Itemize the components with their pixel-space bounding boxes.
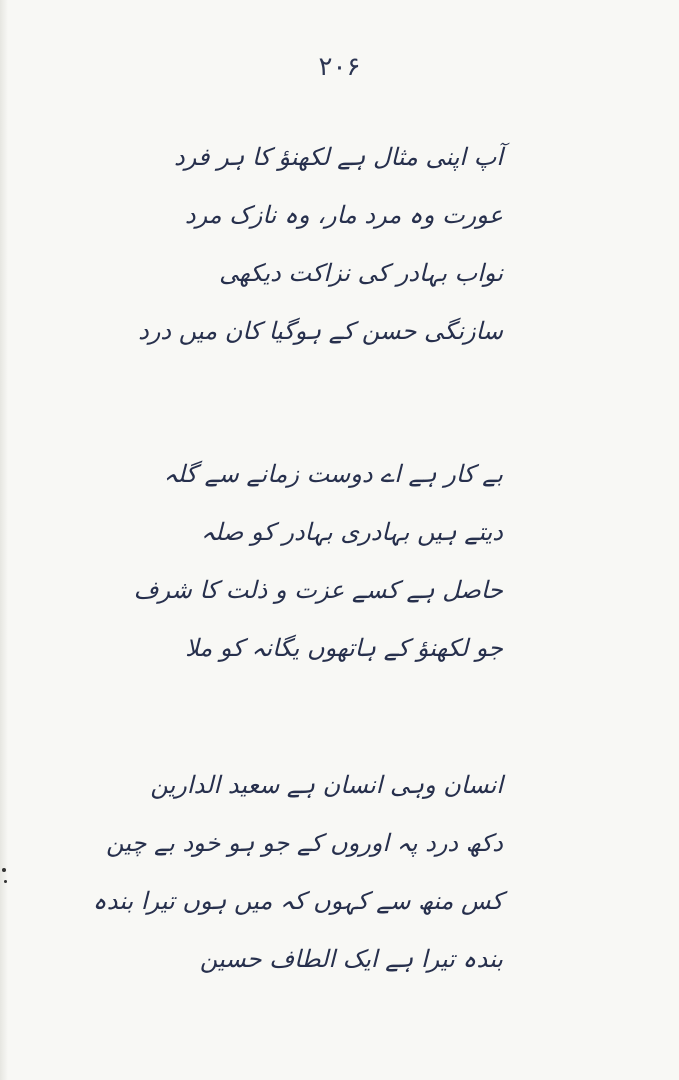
verse-line: سازنگی حسن کے ہوگیا کان میں درد (138, 317, 503, 345)
verse-line: بندہ تیرا ہے ایک الطاف حسین (199, 945, 503, 973)
verse-line: جو لکھنؤ کے ہاتھوں یگانہ کو ملا (185, 634, 503, 662)
stanza-1 (138, 128, 503, 360)
verse-line: نواب بہادر کی نزاکت دیکھی (219, 259, 503, 287)
ink-speck (4, 880, 7, 883)
stanza-3 (92, 756, 503, 988)
page-number: ۲۰۶ (318, 52, 361, 82)
verse-line: دیتے ہیں بہادری بہادر کو صلہ (200, 518, 503, 546)
stanza-2 (133, 445, 503, 677)
verse-line: بے کار ہے اے دوست زمانے سے گلہ (163, 460, 503, 488)
verse-line: حاصل ہے کسے عزت و ذلت کا شرف (133, 576, 503, 604)
verse-line: آپ اپنی مثال ہے لکھنؤ کا ہر فرد (174, 143, 503, 171)
verse-line: عورت وہ مرد مار، وہ نازک مرد (184, 201, 503, 229)
verse-line: دکھ درد پہ اوروں کے جو ہو خود بے چین (106, 829, 503, 857)
page-binding-edge (0, 0, 8, 1080)
verse-line: انسان وہی انسان ہے سعید الدارین (150, 771, 503, 799)
verse-line: کس منھ سے کہوں کہ میں ہوں تیرا بندہ (92, 887, 503, 915)
ink-speck (2, 868, 6, 872)
